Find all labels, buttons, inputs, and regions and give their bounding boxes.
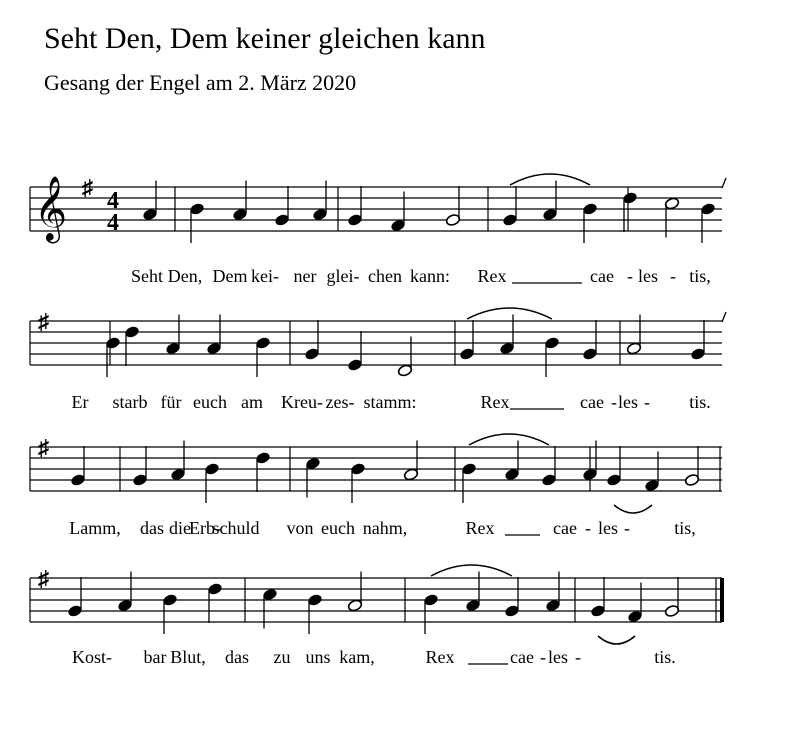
staff-system-1	[30, 174, 726, 286]
lyric-syllable: stamm:	[363, 392, 417, 412]
lyric-syllable: -	[624, 518, 630, 538]
lyric-syllable: nahm,	[362, 518, 408, 538]
key-signature-sharp: ♯	[38, 309, 49, 334]
lyric-syllable: die	[169, 518, 191, 538]
song-title: Seht Den, Dem keiner gleichen kann	[44, 22, 486, 55]
lyric-syllable: cae	[510, 647, 534, 667]
final-barline-thick	[720, 578, 724, 622]
lyric-syllable: zu	[273, 647, 291, 667]
lyric-syllable: Kost-	[72, 647, 112, 667]
lyric-syllable: glei-	[326, 266, 360, 286]
lyric-syllable: von	[286, 518, 314, 538]
lyric-syllable: les	[598, 518, 618, 538]
lyric-syllable: les	[548, 647, 568, 667]
lyric-syllable: ner	[293, 266, 317, 286]
lyric-syllable: starb	[112, 392, 148, 412]
lyric-syllable: Erb-	[189, 518, 221, 538]
treble-clef: 𝄞	[34, 178, 68, 240]
lyric-syllable: tis.	[689, 392, 711, 412]
lyric-syllable: -	[585, 518, 591, 538]
staff-system-2	[30, 308, 726, 412]
lyric-syllable: tis,	[689, 266, 711, 286]
lyric-syllable: -	[670, 266, 676, 286]
lyric-syllable: bar	[143, 647, 167, 667]
lyric-syllable: Dem	[212, 266, 248, 286]
lyric-syllable: les	[618, 392, 638, 412]
lyric-syllable: -	[611, 392, 617, 412]
lyric-syllable: chen	[368, 266, 402, 286]
lyric-syllable: -	[644, 392, 650, 412]
lyric-syllable: das	[140, 518, 164, 538]
lyric-syllable: Den,	[167, 266, 203, 286]
lyric-syllable: Er	[71, 392, 89, 412]
lyric-syllable: schuld	[212, 518, 260, 538]
lyric-syllable: zes-	[325, 392, 355, 412]
lyric-syllable: Rex	[477, 266, 507, 286]
lyric-syllable: am	[241, 392, 263, 412]
slur	[431, 565, 512, 576]
lyric-syllable: kei-	[251, 266, 279, 286]
line-break-mark	[722, 178, 726, 188]
key-signature-sharp: ♯	[38, 435, 49, 460]
time-signature-top: 4	[107, 188, 119, 214]
key-signature-sharp: ♯	[82, 175, 93, 200]
lyric-syllable: les	[638, 266, 658, 286]
lyric-syllable: cae	[590, 266, 614, 286]
lyric-syllable: Rex	[425, 647, 455, 667]
key-signature-sharp: ♯	[38, 566, 49, 591]
lyric-syllable: das	[225, 647, 249, 667]
line-break-mark	[722, 312, 726, 322]
time-signature-bottom: 4	[107, 210, 119, 236]
lyric-syllable: tis,	[674, 518, 696, 538]
lyric-syllable: euch	[193, 392, 227, 412]
lyric-syllable: Kreu-	[281, 392, 323, 412]
slur	[598, 636, 635, 644]
staff-system-3	[30, 434, 722, 538]
staff-system-4	[30, 565, 724, 667]
lyric-syllable: -	[627, 266, 633, 286]
slur	[614, 505, 652, 513]
lyric-syllable: tis.	[654, 647, 676, 667]
lyric-syllable: Rex	[480, 392, 510, 412]
lyric-syllable: euch	[321, 518, 355, 538]
slur	[467, 308, 552, 319]
lyric-syllable: kann:	[410, 266, 450, 286]
lyric-syllable: cae	[553, 518, 577, 538]
slur	[510, 174, 590, 185]
lyric-syllable: cae	[580, 392, 604, 412]
song-subtitle: Gesang der Engel am 2. März 2020	[44, 70, 357, 95]
slur	[469, 434, 549, 445]
lyric-syllable: -	[575, 647, 581, 667]
lyric-syllable: uns	[305, 647, 331, 667]
lyric-syllable: für	[160, 392, 182, 412]
lyric-syllable: Rex	[465, 518, 495, 538]
lyric-syllable: kam,	[339, 647, 375, 667]
lyric-syllable: -	[540, 647, 546, 667]
lyric-syllable: Seht	[130, 266, 164, 286]
lyric-syllable: Blut,	[170, 647, 206, 667]
lyric-syllable: Lamm,	[69, 518, 121, 538]
